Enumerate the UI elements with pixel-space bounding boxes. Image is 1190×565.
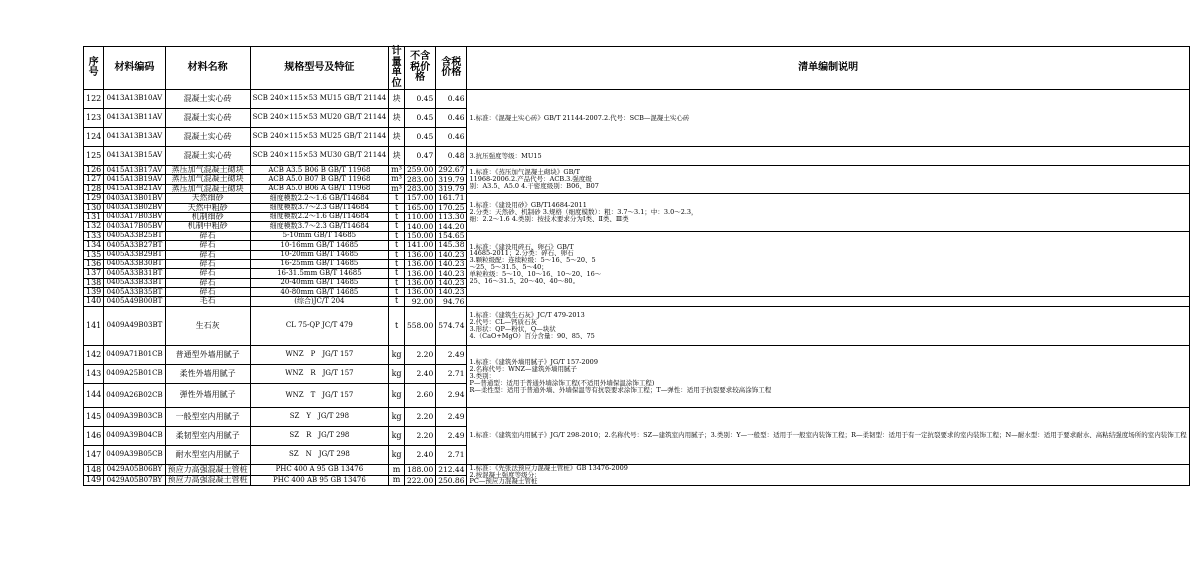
cell-code: 0403A13B02BV xyxy=(104,203,165,212)
cell-spec: SZ N JG/T 298 xyxy=(250,445,389,464)
table-row xyxy=(84,231,1190,240)
cell-code: 0405A49B00BT xyxy=(104,297,165,306)
cell-spec: ACB A5.0 B07 B GB/T 11968 xyxy=(250,175,389,184)
cell-spec: SCB 240×115×53 MU25 GB/T 21144 xyxy=(250,128,389,147)
cell-spec: (综合)JC/T 204 xyxy=(250,297,389,306)
note-line: 别：A3.5、A5.0 4.干密度级别：B06、B07 xyxy=(469,181,599,190)
cell-no: 124 xyxy=(84,128,104,147)
cell-note xyxy=(467,147,1189,166)
cell-name: 蒸压加气混凝土砌块 xyxy=(165,175,250,184)
cell-price-in-tax: 2.49 xyxy=(436,426,467,445)
cell-name: 柔韧型室内用腻子 xyxy=(165,426,250,445)
cell-price-ex-tax: 2.20 xyxy=(404,426,435,445)
cell-name: 蒸压加气混凝土砌块 xyxy=(165,166,250,175)
cell-name: 生石灰 xyxy=(165,306,250,345)
cell-name: 弹性外墙用腻子 xyxy=(165,383,250,407)
cell-spec: ACB A3.5 B06 B GB/T 11968 xyxy=(250,166,389,175)
note-line: 1.标准：《建筑生石灰》JC/T 479-2013 xyxy=(469,311,585,320)
cell-code: 0413A13B15AV xyxy=(104,147,165,166)
note-line: 2.按混凝土强度等级分： xyxy=(469,470,541,479)
note-line: P—普通型：适用于普通外墙涂饰工程(不适用外墙保温涂饰工程) xyxy=(469,378,655,387)
cell-no: 122 xyxy=(84,90,104,109)
cell-code: 0409A26B02CB xyxy=(104,383,165,407)
cell-code: 0409A49B03BT xyxy=(104,306,165,345)
cell-code: 0415A13B21AV xyxy=(104,184,165,193)
note-line: 细：2.2～1.6 4.类别：按技术要求分为Ⅰ类、Ⅱ类、Ⅲ类 xyxy=(469,214,629,223)
cell-no: 148 xyxy=(84,464,104,475)
note-line: 14685-2011；2.分类：碎石、卵石 xyxy=(469,249,574,258)
cell-name: 碎石 xyxy=(165,231,250,240)
cell-no: 139 xyxy=(84,288,104,297)
table-row xyxy=(84,464,1190,475)
cell-unit: t xyxy=(389,231,405,240)
cell-unit: m³ xyxy=(389,184,405,193)
cell-spec: ACB A5.0 B06 A GB/T 11968 xyxy=(250,184,389,193)
table-row xyxy=(84,407,1190,426)
cell-code: 0405A33B25BT xyxy=(104,231,165,240)
cell-name: 天然细砂 xyxy=(165,194,250,203)
header-price-ex-tax: 不含税价 格 xyxy=(404,47,435,90)
header-no: 序号 xyxy=(84,47,104,90)
cell-code: 0403A13B01BV xyxy=(104,194,165,203)
cell-price-ex-tax: 136.00 xyxy=(404,278,435,287)
cell-unit: m³ xyxy=(389,175,405,184)
note-line: 1.标准：《建设用碎石、卵石》GB/T xyxy=(469,242,574,251)
cell-price-ex-tax: 283.00 xyxy=(404,175,435,184)
cell-name: 耐水型室内用腻子 xyxy=(165,445,250,464)
cell-spec: 5-10mm GB/T 14685 xyxy=(250,231,389,240)
cell-price-in-tax: 319.79 xyxy=(436,175,467,184)
cell-code: 0415A13B19AV xyxy=(104,175,165,184)
cell-no: 125 xyxy=(84,147,104,166)
cell-price-ex-tax: 2.40 xyxy=(404,364,435,383)
cell-code: 0413A13B11AV xyxy=(104,109,165,128)
cell-price-in-tax: 2.71 xyxy=(436,445,467,464)
cell-name: 碎石 xyxy=(165,288,250,297)
cell-note xyxy=(467,90,1189,147)
note-line: 1.标准：《蒸压加气混凝土砌块》GB/T xyxy=(469,168,580,177)
cell-code: 0413A13B13AV xyxy=(104,128,165,147)
cell-price-ex-tax: 136.00 xyxy=(404,269,435,278)
cell-note xyxy=(467,166,1189,194)
cell-price-ex-tax: 222.00 xyxy=(404,475,435,486)
cell-code: 0403A17B05BV xyxy=(104,222,165,231)
cell-unit: m xyxy=(389,475,405,486)
header-unit: 计量单位 xyxy=(389,47,405,90)
cell-spec: SCB 240×115×53 MU30 GB/T 21144 xyxy=(250,147,389,166)
note-line: 1.标准：《建设用砂》GB/T14684-2011 xyxy=(469,201,587,210)
cell-price-ex-tax: 2.20 xyxy=(404,407,435,426)
cell-code: 0415A13B17AV xyxy=(104,166,165,175)
cell-no: 149 xyxy=(84,475,104,486)
cell-unit: t xyxy=(389,306,405,345)
cell-name: 一般型室内用腻子 xyxy=(165,407,250,426)
cell-name: 混凝土实心砖 xyxy=(165,90,250,109)
table-body xyxy=(84,90,1190,486)
cell-name: 预应力高强混凝土管桩 xyxy=(165,475,250,486)
cell-price-ex-tax: 0.45 xyxy=(404,90,435,109)
cell-note xyxy=(467,407,1189,464)
cell-code: 0409A39B04CB xyxy=(104,426,165,445)
cell-price-ex-tax: 2.60 xyxy=(404,383,435,407)
table-row xyxy=(84,166,1190,175)
cell-spec: PHC 400 AB 95 GB 13476 xyxy=(250,475,389,486)
cell-name: 普通型外墙用腻子 xyxy=(165,345,250,364)
cell-code: 0409A39B05CB xyxy=(104,445,165,464)
cell-name: 机制中粗砂 xyxy=(165,222,250,231)
cell-unit: t xyxy=(389,259,405,268)
cell-code: 0409A39B03CB xyxy=(104,407,165,426)
cell-code: 0429A05B06BY xyxy=(104,464,165,475)
cell-price-in-tax: 154.65 xyxy=(436,231,467,240)
cell-price-in-tax: 140.23 xyxy=(436,250,467,259)
cell-price-in-tax: 140.23 xyxy=(436,259,467,268)
cell-price-ex-tax: 92.00 xyxy=(404,297,435,306)
cell-name: 蒸压加气混凝土砌块 xyxy=(165,184,250,193)
cell-unit: kg xyxy=(389,364,405,383)
cell-price-in-tax: 2.49 xyxy=(436,345,467,364)
note-line: 2.名称代号：WNZ—建筑外墙用腻子 xyxy=(469,365,578,374)
cell-unit: t xyxy=(389,203,405,212)
cell-price-in-tax: 140.23 xyxy=(436,278,467,287)
cell-spec: SCB 240×115×53 MU15 GB/T 21144 xyxy=(250,90,389,109)
cell-no: 146 xyxy=(84,426,104,445)
note-line: 11968-2006.2.产品代号：ACB.3.强度级 xyxy=(469,175,592,184)
cell-price-ex-tax: 110.00 xyxy=(404,212,435,221)
cell-code: 0405A33B27BT xyxy=(104,241,165,250)
cell-spec: 20-40mm GB/T 14685 xyxy=(250,278,389,287)
cell-code: 0413A13B10AV xyxy=(104,90,165,109)
cell-no: 134 xyxy=(84,241,104,250)
cell-price-ex-tax: 157.00 xyxy=(404,194,435,203)
cell-price-in-tax: 2.94 xyxy=(436,383,467,407)
cell-code: 0403A17B03BV xyxy=(104,212,165,221)
cell-note xyxy=(467,345,1189,407)
cell-spec: WNZ R JG/T 157 xyxy=(250,364,389,383)
cell-price-ex-tax: 150.00 xyxy=(404,231,435,240)
cell-price-in-tax: 2.71 xyxy=(436,364,467,383)
cell-price-in-tax: 0.48 xyxy=(436,147,467,166)
cell-name: 机制细砂 xyxy=(165,212,250,221)
cell-unit: m³ xyxy=(389,166,405,175)
cell-spec: SZ Y JG/T 298 xyxy=(250,407,389,426)
cell-no: 126 xyxy=(84,166,104,175)
cell-price-ex-tax: 259.00 xyxy=(404,166,435,175)
header-price-in-tax: 含税价格 xyxy=(436,47,467,90)
cell-unit: t xyxy=(389,222,405,231)
cell-spec: SZ R JG/T 298 xyxy=(250,426,389,445)
cell-code: 0405A33B31BT xyxy=(104,269,165,278)
cell-code: 0405A33B33BT xyxy=(104,278,165,287)
cell-spec: 细度模数2.2～1.6 GB/T14684 xyxy=(250,194,389,203)
cell-note xyxy=(467,297,1189,306)
note-line: 单粒粒级：5～10、10～16、10～20、16～ xyxy=(469,269,602,278)
table-row xyxy=(84,90,1190,109)
cell-unit: t xyxy=(389,212,405,221)
cell-price-in-tax: 292.67 xyxy=(436,166,467,175)
cell-name: 毛石 xyxy=(165,297,250,306)
cell-price-in-tax: 0.46 xyxy=(436,128,467,147)
header-spec: 规格型号及特征 xyxy=(250,47,389,90)
cell-spec: SCB 240×115×53 MU20 GB/T 21144 xyxy=(250,109,389,128)
cell-unit: t xyxy=(389,278,405,287)
note-line: 1.标准：《建筑室内用腻子》JG/T 298-2010；2.名称代号：SZ—建筑室内用腻子；3.类别：Y—一般型：适用于一般室内装饰工程；R—柔韧型：适用于有一定抗裂要求的室内装饰工程；N—耐水型：适用于要求耐水、高粘结强度场所的室内装饰工程 xyxy=(469,431,1187,440)
note-line: 1.标准：《建筑外墙用腻子》JG/T 157-2009 xyxy=(469,358,598,367)
cell-unit: t xyxy=(389,297,405,306)
cell-unit: kg xyxy=(389,407,405,426)
cell-spec: 10-20mm GB/T 14685 xyxy=(250,250,389,259)
cell-name: 碎石 xyxy=(165,250,250,259)
cell-price-ex-tax: 0.45 xyxy=(404,109,435,128)
cell-price-ex-tax: 283.00 xyxy=(404,184,435,193)
cell-price-ex-tax: 0.45 xyxy=(404,128,435,147)
cell-price-ex-tax: 141.00 xyxy=(404,241,435,250)
cell-name: 混凝土实心砖 xyxy=(165,128,250,147)
cell-no: 145 xyxy=(84,407,104,426)
note-line: 4.（CaO+MgO）百分含量：90、85、75 xyxy=(469,331,595,340)
cell-name: 天然中粗砂 xyxy=(165,203,250,212)
cell-unit: kg xyxy=(389,383,405,407)
note-line: 3.抗压强度等级：MU15 xyxy=(469,151,542,160)
cell-name: 混凝土实心砖 xyxy=(165,109,250,128)
cell-unit: t xyxy=(389,250,405,259)
table-row xyxy=(84,194,1190,203)
cell-price-in-tax: 0.46 xyxy=(436,90,467,109)
cell-no: 123 xyxy=(84,109,104,128)
cell-no: 140 xyxy=(84,297,104,306)
header-row xyxy=(84,47,1190,90)
note-line: 3.形状：QP—粉状，Q—块状 xyxy=(469,324,556,333)
note-line: 25、16～31.5、20～40、40～80。 xyxy=(469,276,580,285)
cell-price-ex-tax: 2.40 xyxy=(404,445,435,464)
cell-code: 0405A33B30BT xyxy=(104,259,165,268)
cell-spec: 10-16mm GB/T 14685 xyxy=(250,241,389,250)
cell-unit: t xyxy=(389,241,405,250)
cell-spec: 16-31.5mm GB/T 14685 xyxy=(250,269,389,278)
note-line: 1.标准：《先张法预应力混凝土管桩》GB 13476-2009 xyxy=(469,463,628,472)
cell-code: 0405A33B29BT xyxy=(104,250,165,259)
cell-no: 132 xyxy=(84,222,104,231)
cell-no: 129 xyxy=(84,194,104,203)
cell-price-ex-tax: 136.00 xyxy=(404,259,435,268)
cell-name: 混凝土实心砖 xyxy=(165,147,250,166)
cell-price-ex-tax: 136.00 xyxy=(404,288,435,297)
cell-price-ex-tax: 140.00 xyxy=(404,222,435,231)
cell-unit: t xyxy=(389,269,405,278)
note-line: 2.代号：CL—钙质石灰 xyxy=(469,318,537,327)
cell-no: 130 xyxy=(84,203,104,212)
cell-no: 135 xyxy=(84,250,104,259)
cell-price-in-tax: 319.79 xyxy=(436,184,467,193)
cell-price-in-tax: 212.44 xyxy=(436,464,467,475)
cell-price-in-tax: 161.71 xyxy=(436,194,467,203)
table-row xyxy=(84,306,1190,345)
cell-code: 0429A05B07BY xyxy=(104,475,165,486)
cell-name: 碎石 xyxy=(165,259,250,268)
cell-unit: t xyxy=(389,194,405,203)
cell-unit: 块 xyxy=(389,90,405,109)
cell-name: 预应力高强混凝土管桩 xyxy=(165,464,250,475)
note-line: 1.标准：《混凝土实心砖》GB/T 21144-2007.2.代号：SCB—混凝土实心砖 xyxy=(469,113,690,122)
cell-spec: 细度模数3.7～2.3 GB/T14684 xyxy=(250,222,389,231)
cell-no: 147 xyxy=(84,445,104,464)
cell-name: 碎石 xyxy=(165,278,250,287)
cell-name: 碎石 xyxy=(165,269,250,278)
cell-spec: 16-25mm GB/T 14685 xyxy=(250,259,389,268)
cell-unit: 块 xyxy=(389,147,405,166)
cell-spec: 40-80mm GB/T 14685 xyxy=(250,288,389,297)
cell-note xyxy=(467,194,1189,232)
cell-unit: 块 xyxy=(389,128,405,147)
cell-no: 144 xyxy=(84,383,104,407)
cell-price-ex-tax: 188.00 xyxy=(404,464,435,475)
cell-no: 138 xyxy=(84,278,104,287)
cell-spec: 细度模数3.7～2.3 GB/T14684 xyxy=(250,203,389,212)
cell-price-in-tax: 250.86 xyxy=(436,475,467,486)
header-name: 材料名称 xyxy=(165,47,250,90)
cell-spec: PHC 400 A 95 GB 13476 xyxy=(250,464,389,475)
cell-note xyxy=(467,464,1189,485)
cell-price-in-tax: 113.30 xyxy=(436,212,467,221)
cell-unit: kg xyxy=(389,345,405,364)
cell-price-ex-tax: 2.20 xyxy=(404,345,435,364)
cell-unit: kg xyxy=(389,445,405,464)
header-code: 材料编码 xyxy=(104,47,165,90)
note-line: 2.分类：天然砂、机制砂 3.规格（细度模数）：粗：3.7～3.1；中：3.0～2.3， xyxy=(469,208,698,217)
cell-price-in-tax: 145.38 xyxy=(436,241,467,250)
cell-spec: CL 75-QP JC/T 479 xyxy=(250,306,389,345)
cell-price-in-tax: 574.74 xyxy=(436,306,467,345)
cell-unit: 块 xyxy=(389,109,405,128)
cell-price-in-tax: 140.23 xyxy=(436,288,467,297)
cell-price-in-tax: 144.20 xyxy=(436,222,467,231)
note-line: ～25、5～31.5、5～40； xyxy=(469,263,548,272)
table-row xyxy=(84,297,1190,306)
cell-note xyxy=(467,231,1189,297)
cell-no: 131 xyxy=(84,212,104,221)
cell-code: 0409A25B01CB xyxy=(104,364,165,383)
cell-price-in-tax: 94.76 xyxy=(436,297,467,306)
cell-price-in-tax: 2.49 xyxy=(436,407,467,426)
table-row xyxy=(84,345,1190,364)
cell-price-in-tax: 0.46 xyxy=(436,109,467,128)
cell-price-ex-tax: 136.00 xyxy=(404,250,435,259)
cell-no: 141 xyxy=(84,306,104,345)
cell-no: 127 xyxy=(84,175,104,184)
cell-price-in-tax: 140.23 xyxy=(436,269,467,278)
cell-no: 133 xyxy=(84,231,104,240)
cell-spec: 细度模数2.2～1.6 GB/T14684 xyxy=(250,212,389,221)
cell-spec: WNZ T JG/T 157 xyxy=(250,383,389,407)
header-note: 清单编制说明 xyxy=(467,47,1189,90)
table-row xyxy=(84,147,1190,166)
cell-no: 128 xyxy=(84,184,104,193)
cell-name: 柔性外墙用腻子 xyxy=(165,364,250,383)
cell-code: 0409A71B01CB xyxy=(104,345,165,364)
cell-no: 142 xyxy=(84,345,104,364)
cell-price-in-tax: 170.25 xyxy=(436,203,467,212)
cell-no: 137 xyxy=(84,269,104,278)
note-line: 3.类别： xyxy=(469,371,496,380)
cell-code: 0405A33B35BT xyxy=(104,288,165,297)
cell-price-ex-tax: 0.47 xyxy=(404,147,435,166)
cell-price-ex-tax: 165.00 xyxy=(404,203,435,212)
cell-unit: kg xyxy=(389,426,405,445)
cell-spec: WNZ P JG/T 157 xyxy=(250,345,389,364)
cell-price-ex-tax: 558.00 xyxy=(404,306,435,345)
cell-no: 136 xyxy=(84,259,104,268)
note-line: R—柔性型：适用于普通外墙、外墙保温等有抗裂要求涂饰工程；T—弹性：适用于抗裂要求较高涂饰工程 xyxy=(469,385,772,394)
cell-no: 143 xyxy=(84,364,104,383)
cell-note xyxy=(467,306,1189,345)
material-price-table xyxy=(83,46,1190,486)
cell-unit: m xyxy=(389,464,405,475)
note-line: 3.颗粒级配：连续粒级：5～16、5～20、5 xyxy=(469,256,596,265)
note-line: PC—预应力混凝土管桩 xyxy=(469,477,538,486)
cell-unit: t xyxy=(389,288,405,297)
cell-name: 碎石 xyxy=(165,241,250,250)
